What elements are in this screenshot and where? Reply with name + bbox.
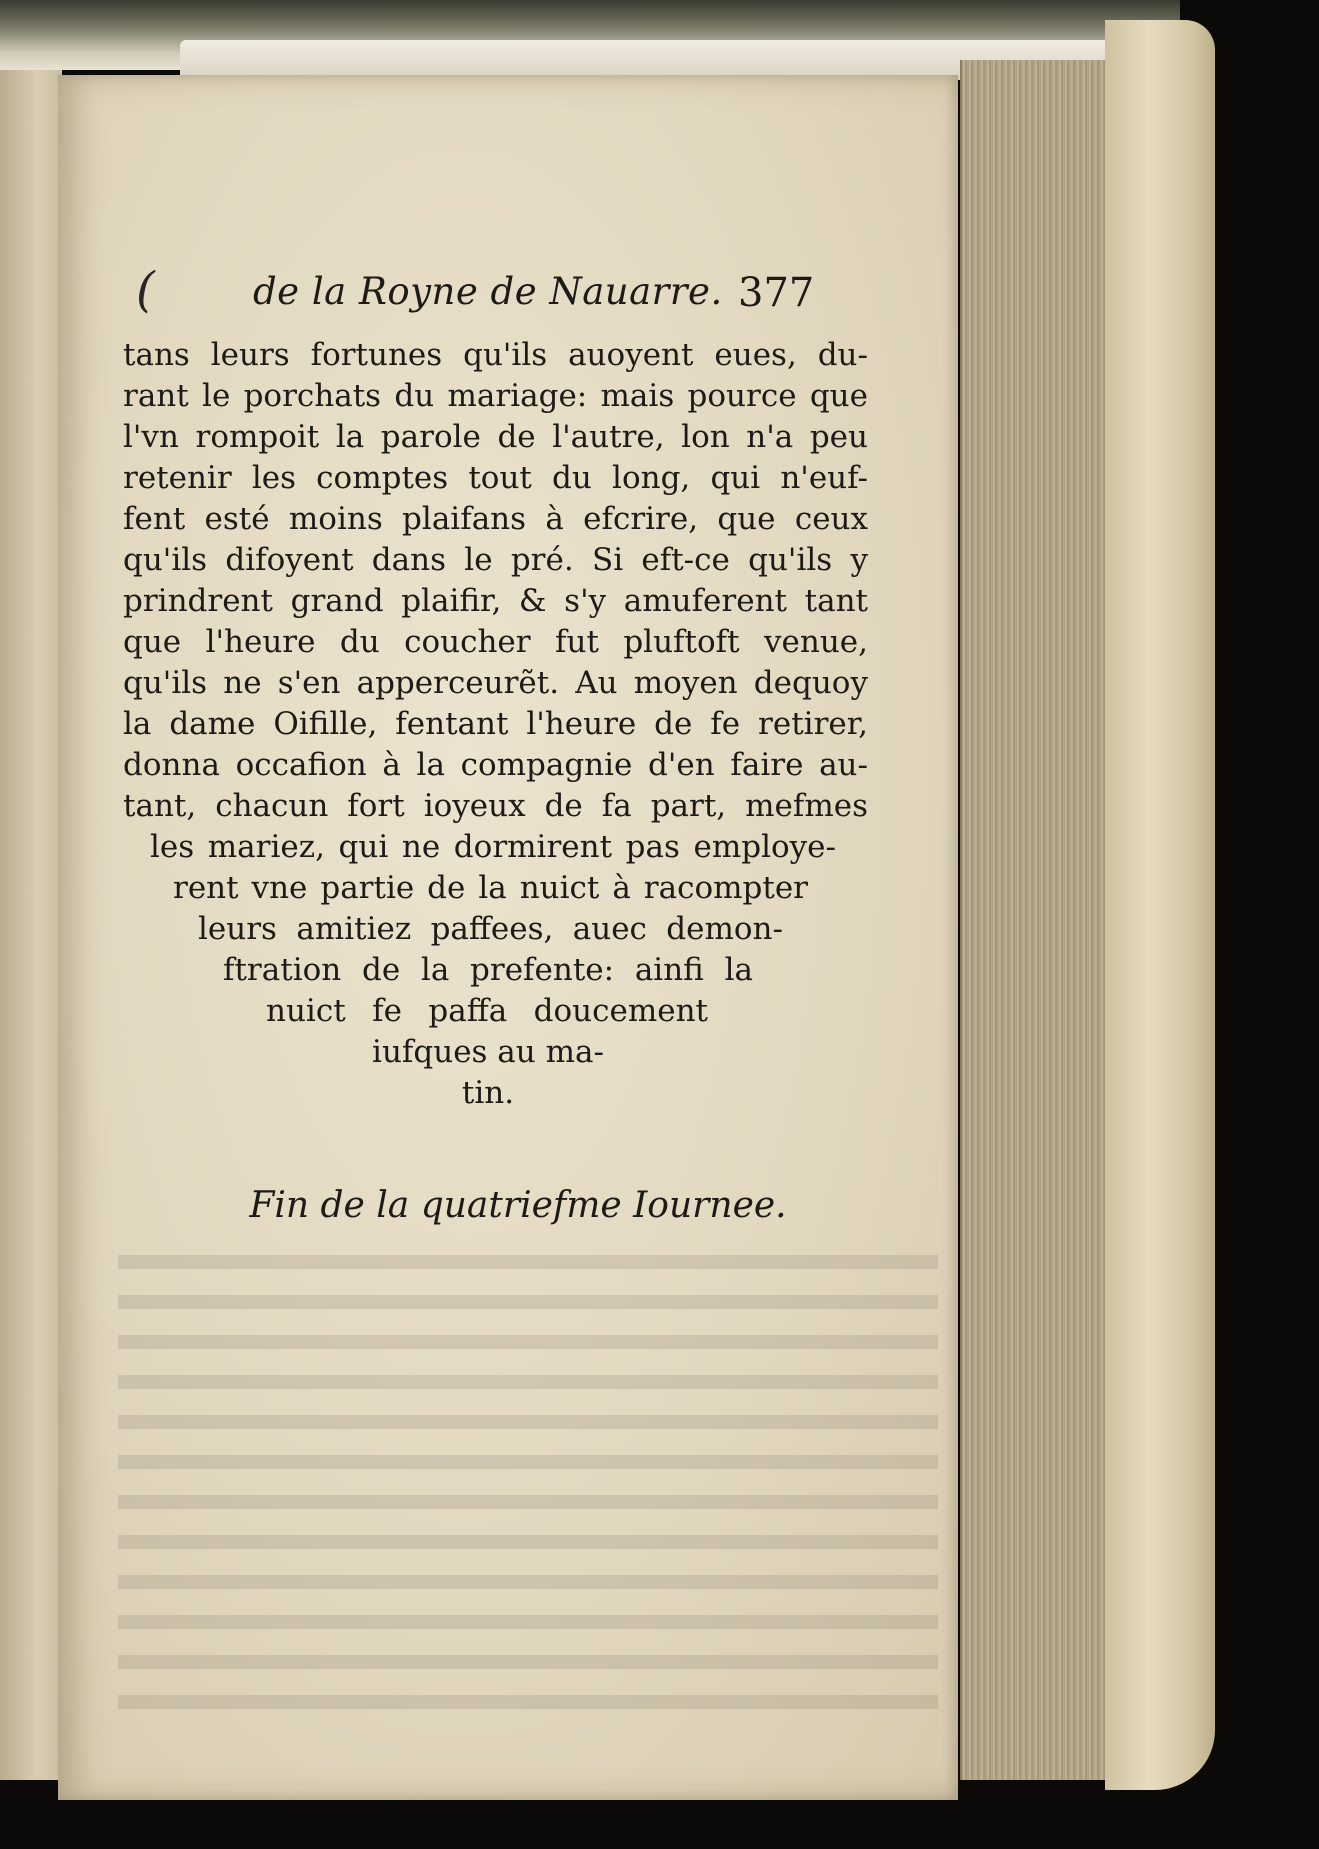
left-page-edge (0, 70, 62, 1780)
text-line: tant, chacun fort ioyeux de fa part, mefmes (123, 788, 868, 824)
text-line: ftration de la prefente: ainfi la (223, 952, 753, 988)
vellum-cover-edge (1105, 20, 1215, 1790)
text-line: donna occafion à la compagnie d'en faire au- (123, 747, 868, 783)
text-line: fent esté moins plaifans à efcrire, que ceux (123, 501, 868, 537)
text-line: la dame Oifille, fentant l'heure de fe retirer, (123, 706, 868, 742)
text-line: retenir les comptes tout du long, qui n'euf- (123, 460, 868, 496)
page-text (58, 75, 958, 1800)
book-page (58, 75, 958, 1800)
text-line: tin. (461, 1075, 515, 1111)
text-line: qu'ils difoyent dans le pré. Si eft-ce qu'ils y (123, 542, 868, 578)
text-line: rant le porchats du mariage: mais pource que (123, 378, 868, 414)
text-line: nuict fe paffa doucement (266, 993, 708, 1029)
margin-mark: ( (136, 262, 155, 318)
text-line: l'vn rompoit la parole de l'autre, lon n'a peu (123, 419, 868, 455)
day-ending-explicit: Fin de la quatriefme Iournee. (249, 1185, 787, 1226)
text-line: prindrent grand plaifir, & s'y amuferent tant (123, 583, 868, 619)
page-header (58, 262, 958, 320)
running-title: de la Royne de Nauarre. (253, 270, 723, 313)
page-number: 377 (738, 270, 815, 316)
page-block-edge (960, 60, 1112, 1780)
text-line: qu'ils ne s'en apperceurẽt. Au moyen dequoy (123, 665, 868, 701)
text-line: tans leurs fortunes qu'ils auoyent eues, du- (123, 337, 868, 373)
text-line: rent vne partie de la nuict à racompter (173, 870, 808, 906)
text-line: que l'heure du coucher fut pluftoft venue, (123, 624, 868, 660)
text-line: leurs amitiez paffees, auec demon- (198, 911, 783, 947)
text-line: les mariez, qui ne dormirent pas employe- (150, 829, 836, 865)
text-line: iufques au ma- (372, 1034, 604, 1070)
